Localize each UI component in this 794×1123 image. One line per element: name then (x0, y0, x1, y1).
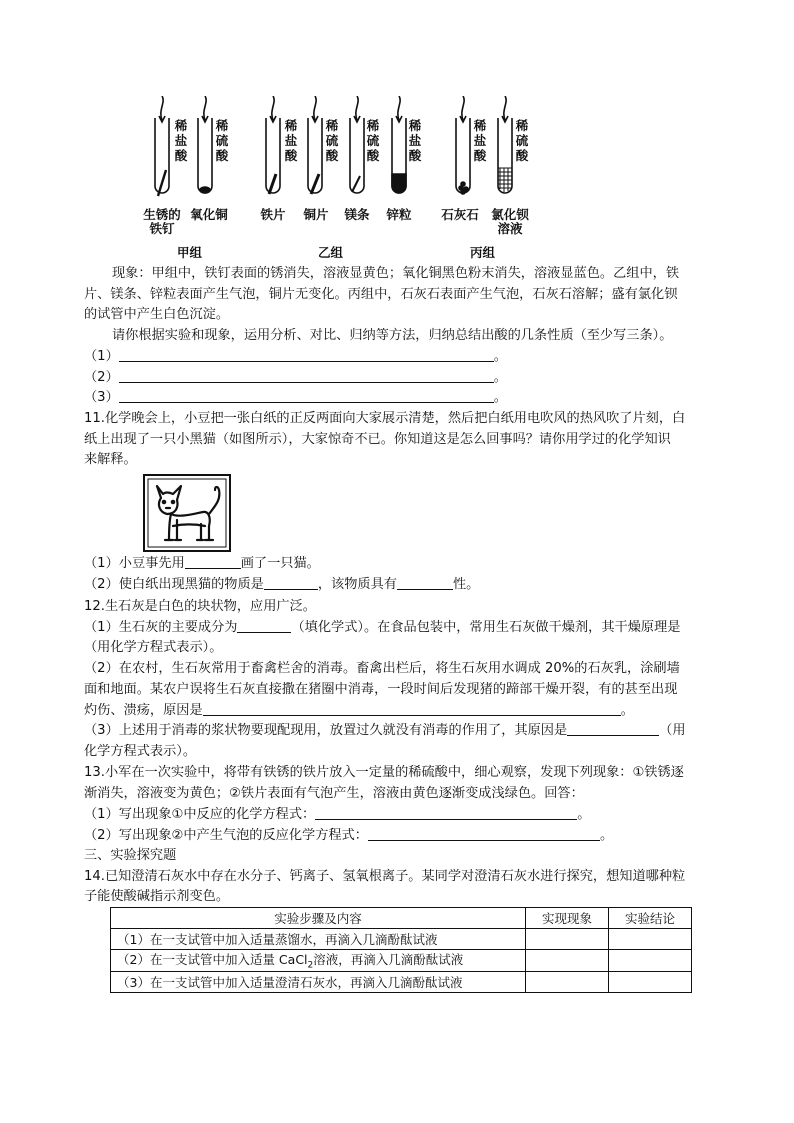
row3-phenomenon-cell[interactable] (526, 971, 609, 992)
q11-sub1-blank[interactable] (185, 554, 241, 569)
row3-conclusion-cell[interactable] (609, 971, 692, 992)
tube-zinc-granule-icon (392, 96, 406, 193)
q12-sub3-line2: 化学方程式表示）。 (84, 744, 197, 759)
q13-line2: 渐消失，溶液变为黄色；②铁片表面有气泡产生，溶液由黄色逐渐变成浅绿色。回答： (84, 786, 584, 801)
item-label-barium-chloride: 氯化钡 溶液 (491, 207, 529, 236)
tube-barium-chloride-icon (498, 96, 512, 193)
table-row (111, 950, 692, 972)
tube8-acid-label: 稀 硫 酸 (515, 118, 529, 163)
tube7-acid-label: 稀 盐 酸 (473, 118, 487, 163)
q10-phenomenon-line3: 的试管中产生白色沉淀。 (84, 307, 230, 322)
q13-sub2: （2）写出现象②中产生气泡的反应化学方程式： 。 (84, 828, 614, 843)
q12-sub1-blank[interactable] (237, 618, 291, 633)
tube2-acid-label: 稀 硫 酸 (215, 118, 229, 163)
test-tube-figure (130, 96, 550, 216)
q12-sub3-blank[interactable] (567, 721, 659, 736)
q10-answer-1-blank[interactable] (119, 347, 494, 362)
item-label-limestone: 石灰石 (441, 207, 479, 222)
table-header-row (111, 908, 692, 929)
q13-sub1-blank[interactable] (315, 805, 577, 820)
tube4-acid-label: 稀 硫 酸 (325, 118, 339, 163)
row1-phenomenon-cell[interactable] (526, 929, 609, 950)
tube5-acid-label: 稀 硫 酸 (366, 118, 380, 163)
tube3-acid-label: 稀 盐 酸 (284, 118, 298, 163)
row2-phenomenon-cell[interactable] (526, 950, 609, 972)
header-conclusion: 实验结论 (609, 908, 692, 929)
tube-copper-oxide-icon (198, 96, 212, 193)
item-label-magnesium: 镁条 (344, 207, 370, 222)
row3-step: （3）在一支试管中加入适量澄清石灰水，再滴入几滴酚酞试液 (111, 971, 526, 992)
tube6-acid-label: 稀 盐 酸 (408, 118, 422, 163)
q10-answer-3-blank[interactable] (119, 388, 494, 403)
q12-sub3-line1: （3）上述用于消毒的浆状物要现配现用，放置过久就没有消毒的作用了，其原因是 （用 (84, 723, 686, 738)
q12-sub2-line3: 灼伤、溃疡，原因是 。 (84, 703, 634, 718)
item-label-copper-sheet: 铜片 (303, 207, 329, 222)
group-label-yi: 乙组 (318, 245, 344, 260)
item-label-rusty-nail: 生锈的 铁钉 (143, 207, 181, 236)
q12-sub1-line2: （用化学方程式表示）。 (84, 640, 223, 655)
tube-rusty-nail-icon (155, 96, 169, 196)
tube-magnesium-ribbon-icon (350, 96, 364, 193)
q10-answer-2-blank[interactable] (119, 368, 494, 383)
q12-title: 12.生石灰是白色的块状物，应用广泛。 (84, 599, 316, 614)
q11-sub2: （2）使白纸出现黑猫的物质是 ，该物质具有 性。 (84, 577, 480, 592)
q13-line1: 13.小军在一次实验中，将带有铁锈的铁片放入一定量的稀硫酸中，细心观察，发现下列现象：①铁锈逐 (84, 765, 684, 780)
table-row (111, 971, 692, 992)
item-label-copper-oxide: 氧化铜 (190, 207, 228, 222)
q14-line2: 子能使酸碱指示剂变色。 (84, 889, 230, 904)
group-label-jia: 甲组 (177, 245, 203, 260)
q12-sub1-line1: （1）生石灰的主要成分为 （填化学式）。在食品包装中，常用生石灰做干燥剂，其干燥原理是 (84, 620, 681, 635)
q10-instruction: 请你根据实验和现象，运用分析、对比、归纳等方法，归纳总结出酸的几条性质（至少写三条）。 (112, 328, 673, 343)
section3-heading: 三、实验探究题 (84, 848, 177, 863)
q13-sub1: （1）写出现象①中反应的化学方程式： 。 (84, 807, 591, 822)
row1-step: （1）在一支试管中加入适量蒸馏水，再滴入几滴酚酞试液 (111, 929, 526, 950)
q11-sub2-blank2[interactable] (397, 575, 453, 590)
q10-phenomenon-line1: 现象：甲组中，铁钉表面的锈消失，溶液显黄色；氧化铜黑色粉末消失，溶液显蓝色。乙组中，铁 (112, 266, 680, 281)
q11-text-line3: 来解释。 (84, 452, 137, 467)
tube1-acid-label: 稀 盐 酸 (174, 118, 188, 163)
tube-iron-sheet-icon (266, 96, 280, 194)
item-label-iron-sheet: 铁片 (260, 207, 286, 222)
tube-limestone-icon (456, 96, 470, 194)
item-label-zinc: 锌粒 (386, 207, 412, 222)
group-label-bing: 丙组 (470, 245, 496, 260)
row2-conclusion-cell[interactable] (609, 950, 692, 972)
q12-sub2-line1: （2）在农村，生石灰常用于畜禽栏舍的消毒。畜禽出栏后，将生石灰用水调成 20%的石灰乳，涂刷墙 (84, 661, 680, 676)
black-cat-icon (143, 474, 231, 552)
tube-copper-sheet-icon (308, 96, 322, 194)
q10-phenomenon-line2: 片、镁条、锌粒表面产生气泡，铜片无变化。丙组中，石灰石表面产生气泡，石灰石溶解；盛有氯化钡 (84, 287, 678, 302)
header-phenomenon: 实现现象 (526, 908, 609, 929)
q12-sub2-blank[interactable] (203, 701, 621, 716)
q13-sub2-blank[interactable] (368, 826, 600, 841)
q11-text-line2: 纸上出现了一只小黑猫（如图所示），大家惊奇不已。你知道这是怎么回事吗？请你用学过的化学知识 (84, 432, 671, 447)
q11-sub1: （1）小豆事先用 画了一只猫。 (84, 556, 320, 571)
q11-text-line1: 11.化学晚会上，小豆把一张白纸的正反两面向大家展示清楚，然后把白纸用电吹风的热风吹了片刻，白 (84, 411, 686, 426)
q14-line1: 14.已知澄清石灰水中存在水分子、钙离子、氢氧根离子。某同学对澄清石灰水进行探究，想知道哪种粒 (84, 869, 686, 884)
q12-sub2-line2: 面和地面。某农户误将生石灰直接撒在猪圈中消毒，一段时间后发现猪的蹄部干燥开裂，有的甚至出现 (84, 682, 678, 697)
q10-answer-1: （1） 。 (84, 349, 507, 364)
row2-step: （2）在一支试管中加入适量 CaCl$_2$溶液，再滴入几滴酚酞试液 (111, 950, 526, 972)
q10-answer-2: （2） 。 (84, 370, 507, 385)
row1-conclusion-cell[interactable] (609, 929, 692, 950)
header-steps: 实验步骤及内容 (111, 908, 526, 929)
table-row (111, 929, 692, 950)
experiment-table (110, 907, 692, 993)
q10-answer-3: （3） 。 (84, 390, 507, 405)
q11-sub2-blank1[interactable] (264, 575, 318, 590)
